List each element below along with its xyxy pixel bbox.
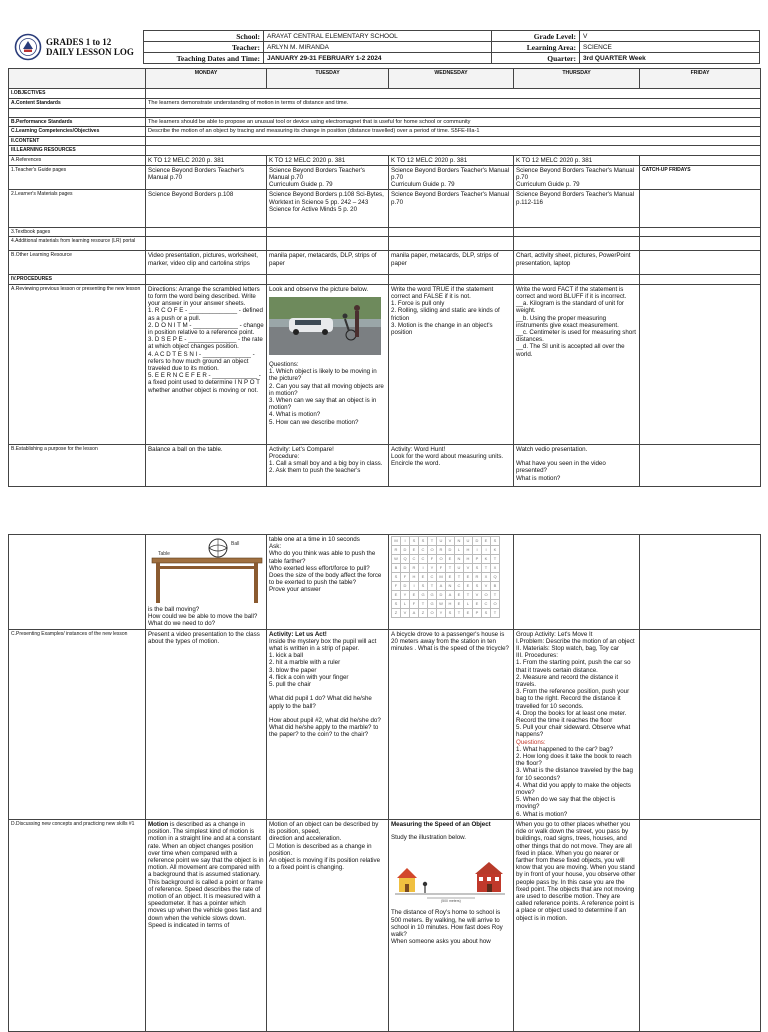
grade-label: Grade Level:	[492, 31, 580, 42]
word-grid-letter: Q	[491, 573, 500, 582]
header-info-table	[143, 30, 760, 64]
word-grid-letter: B	[392, 564, 401, 573]
word-grid-letter: K	[482, 555, 491, 564]
day-header-blank	[9, 69, 146, 89]
references-label: A.References	[9, 155, 146, 165]
logo-line1: GRADES 1 to 12	[46, 36, 112, 47]
word-grid-letter: N	[446, 582, 455, 591]
other-resources-thu: Chart, activity sheet, pictures, PowerPoint presentation, laptop	[514, 251, 640, 275]
word-grid-letter: Y	[428, 564, 437, 573]
area-label: Learning Area:	[492, 42, 580, 53]
references-tue: K TO 12 MELC 2020 p. 381	[267, 155, 389, 165]
lesson-table-page1	[8, 68, 761, 487]
header	[8, 30, 760, 63]
distance-label: (500 meters)	[441, 899, 461, 904]
word-grid-letter: C	[419, 546, 428, 555]
word-grid-letter: S	[410, 537, 419, 546]
content-standards-text: The learners demonstrate understanding of motion in terms of distance and time.	[146, 98, 761, 108]
word-grid-letter: B	[491, 582, 500, 591]
word-grid-row	[392, 537, 500, 546]
word-grid-letter: T	[464, 591, 473, 600]
other-resources-label: B.Other Learning Resource	[9, 251, 146, 275]
presenting-thu-questions-label: Questions:	[516, 738, 546, 746]
school-value: ARAYAT CENTRAL ELEMENTARY SCHOOL	[264, 31, 492, 42]
word-grid-letter: D	[437, 591, 446, 600]
word-grid-letter: S	[392, 573, 401, 582]
word-grid-letter: E	[410, 546, 419, 555]
deped-seal-icon	[14, 33, 42, 61]
word-grid-letter: V	[464, 564, 473, 573]
lm-label: 2.Learner's Materials pages	[9, 190, 146, 228]
word-grid-letter: I	[419, 564, 428, 573]
presenting-mon: Present a video presentation to the class about the types of motion.	[146, 629, 267, 819]
presenting-tue	[267, 629, 389, 819]
word-grid-letter: T	[446, 564, 455, 573]
discussing-mon-body: is described as a change in position. The simplest kind of motion is motion in a straight line and at a constant rate. When an object changes position over time when compared with a reference point we say that the object is in motion. All movement are compared with a background that is assumed stationary. This background is called a point or frame of reference. Speed describes the rate of motion of an object. It is measured with a speedometer. It has a pointer which moves up when the vehicle goes fast and down when the vehicle slows down. Speed is indicated in terms of	[148, 820, 264, 929]
word-grid-letter: R	[473, 573, 482, 582]
word-grid-letter: X	[482, 573, 491, 582]
word-grid-letter: E	[482, 537, 491, 546]
teacher-label: Teacher:	[144, 42, 264, 53]
page-1	[0, 0, 768, 480]
word-grid-row	[392, 582, 500, 591]
street-photo-illustration	[269, 297, 381, 355]
word-grid-letter: R	[392, 546, 401, 555]
discussing-label: D.Discussing new concepts and practicing new skills #1	[9, 819, 146, 1031]
discussing-wed-body: The distance of Roy's home to school is 500 meters. By walking, he will arrive to school in 10 minutes. How fast does Roy walk? When someone asks you about how	[391, 909, 503, 946]
word-grid-row	[392, 555, 500, 564]
word-grid-letter: H	[410, 573, 419, 582]
word-grid-letter: T	[491, 609, 500, 618]
word-grid-letter: V	[473, 591, 482, 600]
word-grid-letter: E	[455, 600, 464, 609]
word-grid-letter: L	[401, 600, 410, 609]
word-hunt-grid	[391, 536, 500, 618]
day-friday: FRIDAY	[640, 69, 761, 89]
word-grid-row	[392, 600, 500, 609]
word-grid-letter: E	[473, 600, 482, 609]
word-grid-letter: S	[419, 582, 428, 591]
review-tue-questions: Questions: 1. Which object is likely to be moving in the picture? 2. Can you say that all moving objects are in motion? 3. When can we say that an object is in motion? 4. What is motion? 5. How can we describe motion?	[269, 361, 384, 426]
word-grid-letter: T	[455, 573, 464, 582]
word-grid-letter: C	[482, 600, 491, 609]
review-mon: Directions: Arrange the scrambled letters to form the word being described. Write your answer in your answer sheets. 1. R C O F E - ______________ - defined as a push or a pull. 2. D O N I T M - _____________ - change in position relative to a reference point. 3. D S E P E - ______________ - the rate at which object changes position. 4. A C D T E S N I - ______________ - refers to how much ground an object traveled due to its motion. 5. E E R N C E F E R - _____________ - a fixed point used to determine I N P O T whether another object is moving or not.	[146, 284, 267, 444]
purpose-tue: Activity: Let's Compare! Procedure: 1. Call a small boy and a big boy in class. 2. Ask them to push the teacher's	[267, 444, 389, 486]
word-grid-letter: U	[455, 564, 464, 573]
day-monday: MONDAY	[146, 69, 267, 89]
word-grid-letter: C	[419, 555, 428, 564]
competencies-text: Describe the motion of an object by tracing and measuring its change in position (distance travelled) over a period of time. S5FE-IIIa-1	[146, 127, 761, 137]
word-grid-letter: F	[437, 564, 446, 573]
word-grid-letter: E	[464, 573, 473, 582]
word-grid-letter: S	[392, 600, 401, 609]
word-grid-letter: Q	[401, 555, 410, 564]
word-grid-letter: A	[446, 591, 455, 600]
word-grid-letter: S	[491, 537, 500, 546]
word-grid-row	[392, 591, 500, 600]
competencies-label: C.Learning Competencies/Objectives	[9, 127, 146, 137]
tg-wed: Science Beyond Borders Teacher's Manual p.70 Curriculum Guide p. 79	[389, 165, 514, 190]
lr-portal-label: 4.Additional materials from learning resource (LR) portal	[9, 237, 146, 251]
word-grid-letter: I	[410, 582, 419, 591]
review-wed: Write the word TRUE if the statement correct and FALSE if it is not. 1. Force is pull only 2. Rolling, sliding and static are kinds of friction 3. Motion is the change in an object's position	[389, 284, 514, 444]
word-grid-letter: N	[455, 537, 464, 546]
content-label: II.CONTENT	[9, 136, 146, 146]
discussing-thu: When you go to other places whether you ride or walk down the street, you pass by buildings, road signs, trees, houses, and other things that do not move. They are all fixed in place. When you go nearer or farther from these fixed objects, you will know that you are moving. When you stand by in front of your house, you observe other people pass by. In this case you are the fixed point. The objects that are not moving are used to describe motion. They are called reference points. A reference point is a place or object used to determine if an object is in motion.	[514, 819, 640, 1031]
word-grid-letter: U	[437, 537, 446, 546]
word-grid-letter: C	[428, 573, 437, 582]
dates-value: JANUARY 29-31 FEBRUARY 1-2 2024	[264, 53, 492, 64]
word-grid-letter: R	[410, 564, 419, 573]
discussing-wed	[389, 819, 514, 1031]
word-grid-letter: I	[401, 537, 410, 546]
teacher-value: ARLYN M. MIRANDA	[264, 42, 492, 53]
word-grid-letter: T	[428, 537, 437, 546]
references-mon: K TO 12 MELC 2020 p. 381	[146, 155, 267, 165]
objectives-label: I.OBJECTIVES	[9, 89, 146, 99]
word-grid-letter: P	[473, 609, 482, 618]
word-grid-letter: Y	[401, 591, 410, 600]
word-grid-letter: T	[491, 555, 500, 564]
word-grid-letter: T	[491, 591, 500, 600]
logo-line2: DAILY LESSON LOG	[46, 46, 134, 57]
discussing-wed-sub: Study the illustration below.	[391, 834, 466, 842]
word-grid-letter: D	[401, 564, 410, 573]
word-grid-letter: S	[446, 609, 455, 618]
discussing-tue: Motion of an object can be described by its position, speed, direction and acceleration. ☐ Motion is described as a change in position. An object is moving if its position relative to a fixed point is changing.	[267, 819, 389, 1031]
word-grid-row	[392, 573, 500, 582]
textbook-label: 3.Textbook pages	[9, 228, 146, 237]
purpose-thu: Watch vedio presentation. What have you seen in the video presented? What is motion?	[514, 444, 640, 486]
school-label: School:	[144, 31, 264, 42]
word-grid-letter: I	[482, 546, 491, 555]
dates-label: Teaching Dates and Time:	[144, 53, 264, 64]
word-grid-letter: D	[473, 537, 482, 546]
tg-mon: Science Beyond Borders Teacher's Manual p.70	[146, 165, 267, 190]
word-grid-letter: G	[419, 591, 428, 600]
procedures-label: IV.PROCEDURES	[9, 275, 146, 285]
word-grid-letter: T	[455, 609, 464, 618]
purpose-mon: Balance a ball on the table.	[146, 444, 267, 486]
word-grid-letter: T	[428, 582, 437, 591]
lm-thu: Science Beyond Borders Teacher's Manual p.112-116	[514, 190, 640, 228]
references-thu: K TO 12 MELC 2020 p. 381	[514, 155, 640, 165]
word-grid-letter: F	[401, 573, 410, 582]
word-grid-letter: H	[464, 546, 473, 555]
word-grid-letter: G	[428, 591, 437, 600]
lm-mon: Science Beyond Borders p.108	[146, 190, 267, 228]
day-tuesday: TUESDAY	[267, 69, 389, 89]
other-resources-mon: Video presentation, pictures, worksheet, marker, video clip and cartolina strips	[146, 251, 267, 275]
area-value: SCIENCE	[580, 42, 760, 53]
word-grid-letter: F	[410, 600, 419, 609]
word-grid-letter: H	[446, 600, 455, 609]
other-resources-wed: manila paper, metacards, DLP, strips of paper	[389, 251, 514, 275]
presenting-thu-body: Group Activity: Let's Move It I.Problem: Describe the motion of an object II. Materials: Stop watch, bag, Toy car III. Procedures: 1. From the starting point, push the car so that it travels certain distance. 2. Measure and record the distance it travels. 3. From the reference position, push your bag to the right. Record the distance it travelled for 10 seconds. 4. Drop the books for at least one meter. Record the time it reaches the floor 5. Pull your chair sideward. Observe what happens?	[516, 630, 635, 739]
discussing-wed-title: Measuring the Speed of an Object	[391, 820, 491, 828]
discussing-mon	[146, 819, 267, 1031]
word-grid-letter: U	[464, 537, 473, 546]
performance-standards-text: The learners should be able to propose an unusual tool or device using electromagnet that is useful for home school or community	[146, 117, 761, 127]
purpose-label: B.Establishing a purpose for the lesson	[9, 444, 146, 486]
word-grid-letter: S	[419, 537, 428, 546]
word-grid-letter: V	[482, 582, 491, 591]
logo-block	[8, 30, 143, 63]
word-grid-letter: M	[392, 537, 401, 546]
word-grid-letter: Z	[419, 609, 428, 618]
grade-value: V	[580, 31, 760, 42]
day-wednesday: WEDNESDAY	[389, 69, 514, 89]
word-grid-letter: N	[455, 555, 464, 564]
word-grid-letter: A	[437, 582, 446, 591]
word-grid-letter: E	[464, 609, 473, 618]
word-grid-letter: W	[392, 555, 401, 564]
word-grid-letter: S	[473, 564, 482, 573]
word-grid-letter: E	[419, 573, 428, 582]
lm-tue: Science Beyond Borders p.108 Sci-Bytes, Worktext in Science 5 pp. 242 – 243 Science for Active Minds 5 p. 20	[267, 190, 389, 228]
day-header-row	[9, 69, 761, 89]
review-thu: Write the word FACT if the statement is correct and word BLUFF if it is incorrect. __a. Kilogram is the standard of unit for weight. __b. Using the proper measuring instruments give exact measurement. __c. Centimeter is used for measuring short distances. __d. The SI unit is accepted all over the world.	[514, 284, 640, 444]
content-standards-label: A.Content Standards	[9, 98, 146, 108]
table-and-ball-illustration	[148, 536, 266, 606]
word-grid-letter: O	[491, 600, 500, 609]
word-grid-letter: D	[401, 546, 410, 555]
word-grid-letter: K	[491, 546, 500, 555]
presenting-thu	[514, 629, 640, 819]
catch-up-fridays: CATCH-UP FRIDAYS	[640, 165, 761, 190]
quarter-label: Quarter:	[492, 53, 580, 64]
word-grid-letter: V	[446, 537, 455, 546]
home-to-school-illustration	[391, 844, 509, 906]
word-grid-letter: O	[428, 546, 437, 555]
logo-text	[46, 37, 134, 57]
tg-label: 1.Teacher's Guide pages	[9, 165, 146, 190]
tg-thu: Science Beyond Borders Teacher's Manual p.70 Curriculum Guide p. 79	[514, 165, 640, 190]
day-thursday: THURSDAY	[514, 69, 640, 89]
word-grid-letter: T	[419, 600, 428, 609]
word-grid-row	[392, 609, 500, 618]
word-grid-letter: O	[482, 591, 491, 600]
word-grid-letter: E	[392, 591, 401, 600]
word-hunt-grid-cell	[389, 535, 514, 630]
word-grid-letter: I	[473, 546, 482, 555]
word-grid-letter: Y	[437, 609, 446, 618]
purpose-wed: Activity: Word Hunt! Look for the word about measuring units. Encircle the word.	[389, 444, 514, 486]
word-grid-letter: O	[428, 609, 437, 618]
presenting-wed: A bicycle drove to a passenger's house is 20 meters away from the station in ten minutes . What is the speed of the tricycle?	[389, 629, 514, 819]
word-grid-letter: S	[473, 582, 482, 591]
word-grid-letter: F	[392, 582, 401, 591]
presenting-thu-questions: 1. What happened to the car? bag? 2. How long does it take the book to reach the floor? 3. What is the distance traveled by the bag for 10 seconds? 4. What did you apply to make the objects move? 5. When do we say that the object is moving? 6. What is motion?	[516, 745, 633, 818]
page-2	[0, 530, 768, 1024]
word-grid-letter: P	[473, 555, 482, 564]
illus-ball-label: Ball	[231, 541, 240, 547]
quarter-value: 3rd QUARTER Week	[580, 53, 760, 64]
word-grid-letter: V	[401, 609, 410, 618]
purpose-mon-questions: is the ball moving? How could we be able to move the ball? What do we need to do?	[148, 606, 258, 628]
word-grid-letter: F	[428, 555, 437, 564]
purpose-tue-cont: table one at a time in 10 seconds Ask: Who do you think was able to push the table farther? Who exerted less effort/force to pull? Does the size of the body affect the force to be exerted to push the table? Prove your answer	[267, 535, 389, 630]
presenting-label: C.Presenting Examples/ instances of the new lesson	[9, 629, 146, 819]
presenting-tue-body: Inside the mystery box the pupil will act what is written in a strip of paper. 1. kick a ball 2. hit a marble with a ruler 3. blow the paper 4. flick a coin with your finger 5. pull the chair What did pupil 1 do? What did he/she apply to the ball? How about pupil #2, what did he/she do? What did he/she apply to the marble? to the paper? to the coin? to the chair?	[269, 637, 381, 739]
review-tue-intro: Look and observe the picture below.	[269, 285, 369, 293]
word-grid-letter: O	[437, 555, 446, 564]
review-label: A.Reviewing previous lesson or presenting the new lesson	[9, 284, 146, 444]
word-grid-letter: T	[482, 564, 491, 573]
word-grid-letter: R	[437, 546, 446, 555]
word-grid-letter: H	[464, 555, 473, 564]
word-grid-row	[392, 564, 500, 573]
word-grid-letter: C	[455, 582, 464, 591]
word-grid-letter: W	[437, 600, 446, 609]
lesson-table-page2	[8, 534, 761, 1032]
word-grid-letter: X	[491, 564, 500, 573]
word-grid-letter: E	[464, 582, 473, 591]
word-grid-letter: G	[428, 600, 437, 609]
word-grid-letter: E	[410, 591, 419, 600]
illus-table-label: Table	[158, 551, 170, 557]
word-grid-letter: C	[410, 555, 419, 564]
word-grid-letter: A	[410, 609, 419, 618]
word-grid-letter: E	[455, 591, 464, 600]
lm-wed: Science Beyond Borders Teacher's Manual p.70	[389, 190, 514, 228]
other-resources-tue: manila paper, metacards, DLP, strips of paper	[267, 251, 389, 275]
word-grid-letter: L	[455, 546, 464, 555]
word-grid-letter: S	[482, 609, 491, 618]
word-grid-letter: M	[437, 573, 446, 582]
performance-standards-label: B.Performance Standards	[9, 117, 146, 127]
review-tue	[267, 284, 389, 444]
resources-label: III.LEARNING RESOURCES	[9, 146, 146, 156]
discussing-mon-title: Motion	[148, 820, 169, 828]
references-wed: K TO 12 MELC 2020 p. 381	[389, 155, 514, 165]
word-grid-letter: L	[464, 600, 473, 609]
word-grid-letter: E	[446, 555, 455, 564]
word-grid-letter: E	[446, 573, 455, 582]
word-grid-letter: D	[401, 582, 410, 591]
word-grid-row	[392, 546, 500, 555]
word-grid-letter: Z	[392, 609, 401, 618]
word-grid-letter: D	[446, 546, 455, 555]
tg-tue: Science Beyond Borders Teacher's Manual p.70 Curriculum Guide p. 79	[267, 165, 389, 190]
presenting-tue-title: Activity: Let us Act!	[269, 630, 327, 638]
purpose-mon-cont	[146, 535, 267, 630]
